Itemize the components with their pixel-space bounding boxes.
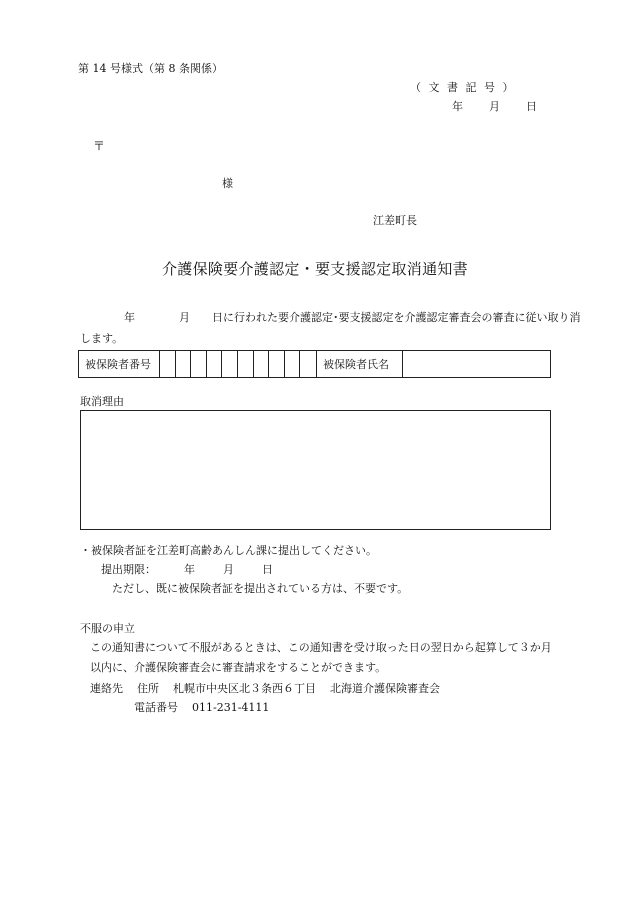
deadline-day: 日 bbox=[262, 563, 273, 576]
contact-line bbox=[90, 680, 440, 696]
deadline-month: 月 bbox=[223, 563, 234, 576]
notice-line-1: ・被保険者証を江差町高齢あんしん課に提出してください。 bbox=[80, 544, 377, 557]
digit-box[interactable] bbox=[222, 351, 238, 377]
appeal-heading: 不服の申立 bbox=[80, 622, 135, 635]
postal-mark: 〒 bbox=[93, 139, 106, 153]
digit-box[interactable] bbox=[160, 351, 176, 377]
address-label: 住所 bbox=[137, 682, 159, 695]
document-code: （ 文 書 記 号 ） bbox=[410, 81, 516, 94]
insured-number-label: 被保険者番号 bbox=[79, 351, 160, 377]
date-month: 月 bbox=[489, 100, 500, 113]
document-title: 介護保険要介護認定・要支援認定取消通知書 bbox=[161, 260, 468, 278]
phone-label: 電話番号 bbox=[134, 701, 178, 714]
phone-line bbox=[134, 699, 269, 715]
phone-number: 011-231-4111 bbox=[192, 701, 270, 714]
digit-box[interactable] bbox=[207, 351, 222, 377]
digit-box[interactable] bbox=[269, 351, 285, 377]
reason-field[interactable] bbox=[80, 410, 551, 530]
date-year: 年 bbox=[452, 100, 463, 113]
digit-box[interactable] bbox=[191, 351, 207, 377]
body-year: 年 bbox=[124, 311, 135, 324]
issue-date bbox=[452, 98, 563, 114]
appeal-line-1: この通知書について不服があるときは、この通知書を受け取った日の翌日から起算して３か月 bbox=[90, 641, 552, 654]
submission-deadline bbox=[101, 561, 273, 577]
digit-box[interactable] bbox=[176, 351, 191, 377]
digit-box[interactable] bbox=[285, 351, 300, 377]
notice-line-2: ただし、既に被保険者証を提出されている方は、不要です。 bbox=[112, 582, 409, 595]
body-line-1 bbox=[80, 309, 581, 325]
contact-label: 連絡先 bbox=[90, 682, 123, 695]
reason-label: 取消理由 bbox=[80, 395, 124, 408]
body-line-2: します。 bbox=[80, 332, 124, 345]
digit-box[interactable] bbox=[238, 351, 254, 377]
issuer: 江差町長 bbox=[373, 214, 417, 227]
form-number: 第 14 号様式（第 8 条関係） bbox=[78, 62, 223, 75]
deadline-label: 提出期限： bbox=[101, 563, 156, 576]
body-line1-text: 日に行われた要介護認定･要支援認定を介護認定審査会の審査に従い取り消 bbox=[212, 311, 581, 324]
digit-box[interactable] bbox=[254, 351, 269, 377]
digit-box[interactable] bbox=[300, 351, 317, 377]
addressee-suffix: 様 bbox=[222, 177, 233, 190]
body-month: 月 bbox=[179, 311, 190, 324]
contact-address: 札幌市中央区北３条西６丁目 bbox=[173, 682, 316, 695]
insured-name-label: 被保険者氏名 bbox=[317, 351, 403, 377]
insured-info-table bbox=[78, 350, 551, 378]
insured-name-field[interactable] bbox=[403, 351, 550, 377]
deadline-year: 年 bbox=[184, 563, 195, 576]
date-day: 日 bbox=[526, 100, 537, 113]
contact-org: 北海道介護保険審査会 bbox=[330, 682, 440, 695]
appeal-line-2: 以内に、介護保険審査会に審査請求をすることができます。 bbox=[90, 661, 387, 674]
